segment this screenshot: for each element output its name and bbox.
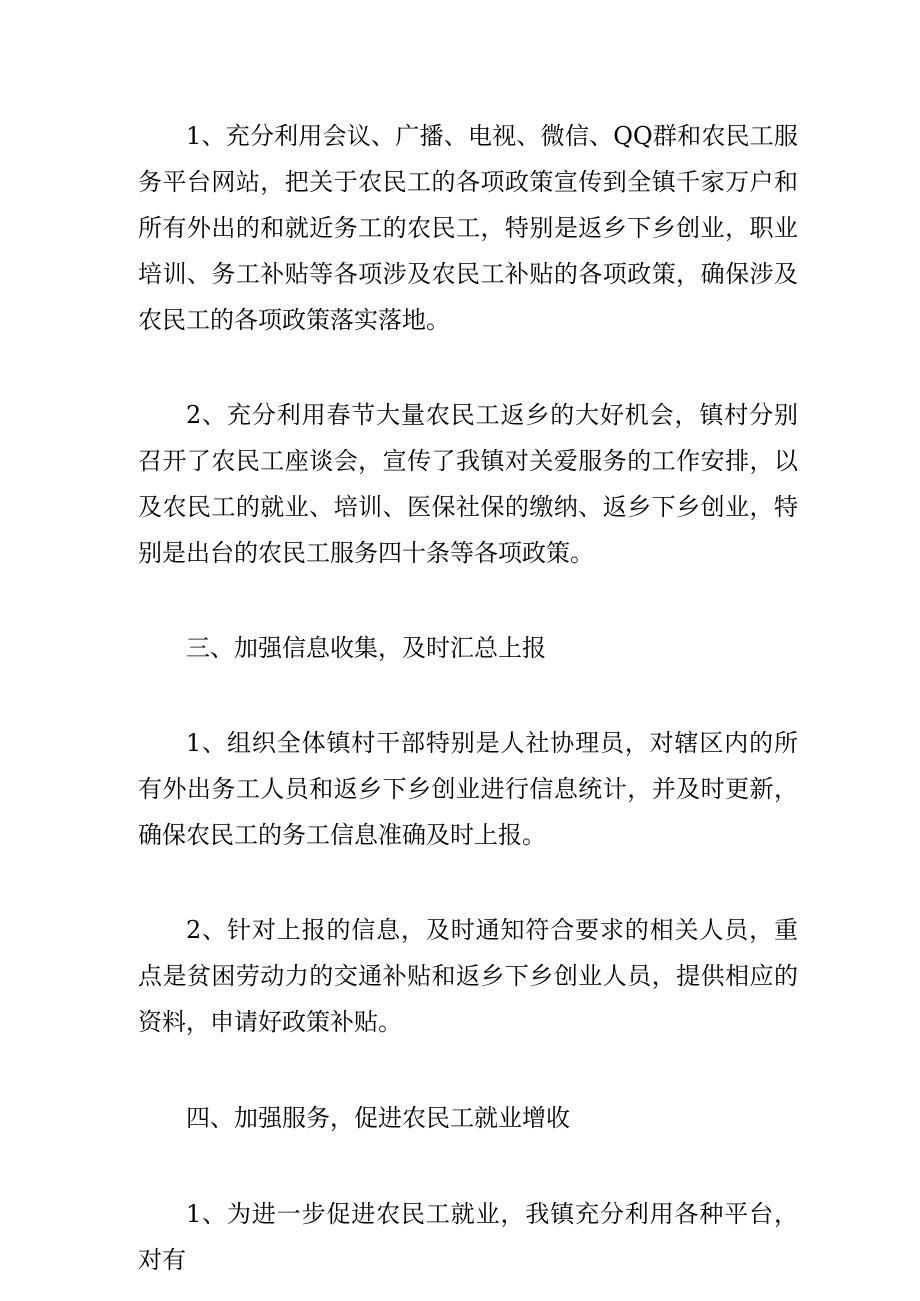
paragraph-notification-subsidies: 2、针对上报的信息，及时通知符合要求的相关人员，重点是贫困劳动力的交通补贴和返乡下乡创业人员，提供相应的资料，申请好政策补贴。 <box>138 916 798 1036</box>
paragraph-information-statistics: 1、组织全体镇村干部特别是人社协理员，对辖区内的所有外出务工人员和返乡下乡创业进行信息统计，并及时更新，确保农民工的务工信息准确及时上报。 <box>138 729 798 849</box>
paragraph-publicity-channels: 1、充分利用会议、广播、电视、微信、QQ群和农民工服务平台网站，把关于农民工的各项政策宣传到全镇千家万户和所有外出的和就近务工的农民工，特别是返乡下乡创业，职业培训、务工补贴等各项涉及农民工补贴的各项政策，确保涉及农民工的各项政策落实落地。 <box>138 122 798 334</box>
paragraph-employment-platforms: 1、为进一步促进农民工就业，我镇充分利用各种平台，对有 <box>138 1200 798 1274</box>
paragraph-spring-festival-symposium: 2、充分利用春节大量农民工返乡的大好机会，镇村分别召开了农民工座谈会，宣传了我镇对关爱服务的工作安排，以及农民工的就业、培训、医保社保的缴纳、返乡下乡创业，特别是出台的农民工服务四十条等各项政策。 <box>138 401 798 567</box>
section-heading-employment-services: 四、加强服务，促进农民工就业增收 <box>186 1104 570 1132</box>
section-heading-information-collection: 三、加强信息收集，及时汇总上报 <box>186 634 546 662</box>
document-body <box>138 113 798 1283</box>
